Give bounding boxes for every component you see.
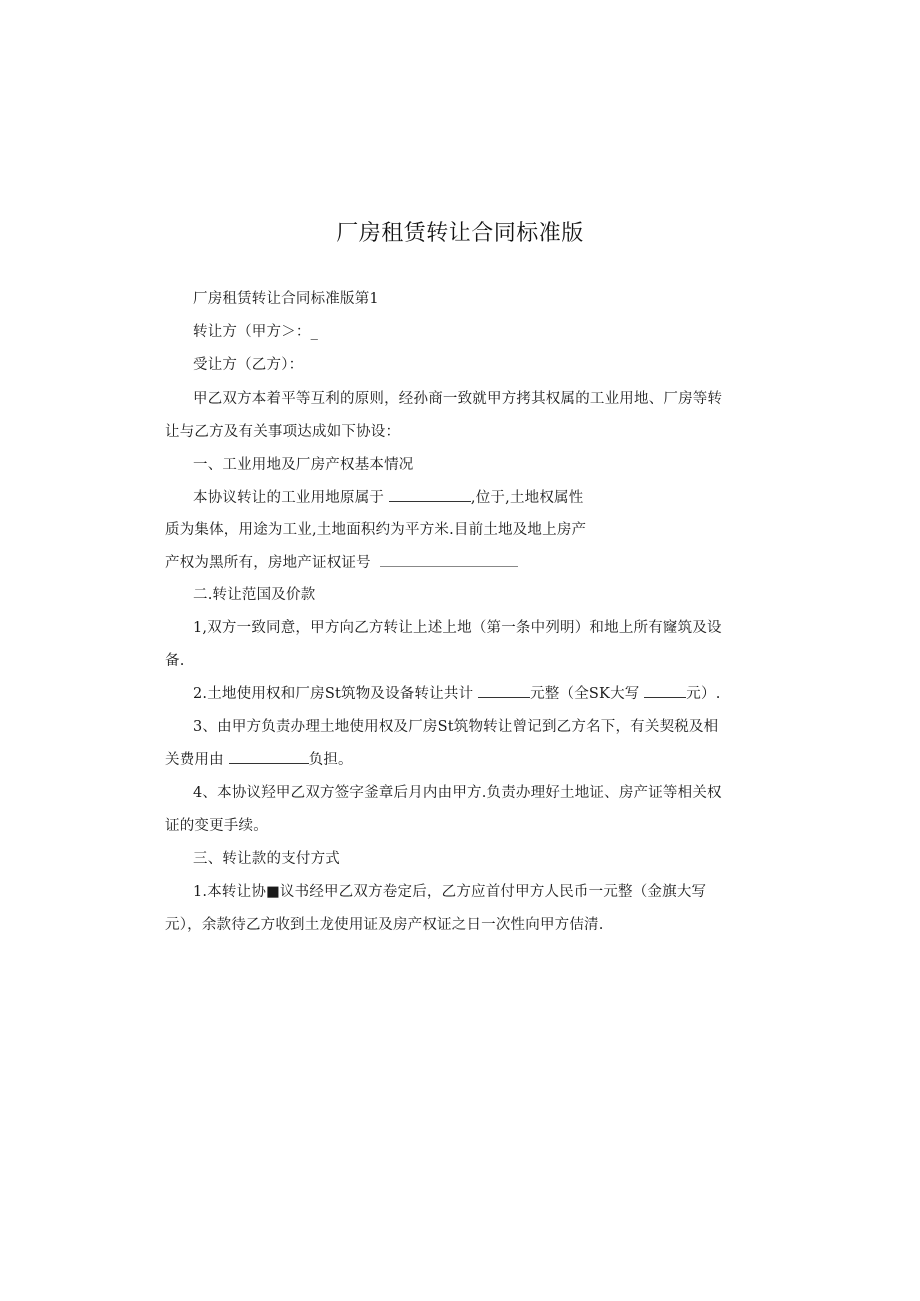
section-2-item-1-line-2: 备. [165,653,185,669]
section-3-item-1-line-1: 1.本转让协■议书经甲乙双方卷定后，乙方应首付甲方人民币一元整（金旗大写 [193,884,707,900]
section-2-item-2-text-b: 元整（全SK大写 [530,686,640,702]
section-2-item-4-line-1: 4、本协议羟甲乙双方签字釜章后月内由甲方.负责办理好土地证、房产证等相关权 [193,785,722,801]
section-2-item-3-line-2 [165,748,353,769]
section-1-line-1-text-a: 本协议转让的工业用地原属于 [193,490,385,506]
section-2-item-3-line-2-text-a: 关费用由 [165,752,224,768]
section-3-heading: 三、转让款的支付方式 [193,851,340,867]
section-1-line-3 [165,551,518,572]
section-1-line-2: 质为集体，用途为工业,土地面积约为平方米.目前土地及地上房产 [165,522,587,538]
section-1-line-1 [193,486,583,507]
section-1-line-1-text-b: ,位于,土地权属性 [470,490,584,506]
total-price-blank [478,685,530,698]
section-1-heading: 一、工业用地及厂房产权基本情况 [193,457,414,473]
price-uppercase-blank [644,685,686,698]
certificate-number-blank [380,554,518,567]
transferor-line: 转让方（甲方＞：_ [193,324,319,340]
section-2-item-1-line-1: 1,双方一致同意，甲方向乙方转让上述上地（第一条中列明）和地上所有窿筑及设 [193,620,722,636]
section-2-item-3-line-2-text-b: 负担。 [308,752,353,768]
section-2-item-2-text-c: 元）. [686,686,721,702]
preamble-line-1: 甲乙双方本着平等互利的原则，经孙商一致就甲方拷其权属的工业用地、厂房等转 [193,391,723,407]
transferee-line: 受让方（乙方）： [193,357,304,373]
section-2-item-2 [193,682,721,703]
section-2-item-3-line-1: 3、由甲方负责办理土地使用权及厂房St筑物转让曾记到乙方名下，有关契税及相 [193,719,719,735]
section-3-item-1-line-2: 元），余款待乙方收到土龙使用证及房产权证之日一次性向甲方佶清. [165,917,604,933]
subtitle-line: 厂房租赁转让合同标准版第1 [193,291,379,307]
fee-bearer-blank [229,751,309,764]
document-title: 厂房租赁转让合同标准版 [336,221,584,246]
section-2-item-2-text-a: 2.土地使用权和厂房St筑物及设备转让共计 [193,686,474,702]
section-2-item-4-line-2: 证的变更手续。 [165,818,268,834]
preamble-line-2: 让与乙方及有关事项达成如下协设： [165,424,401,440]
original-owner-blank [389,489,471,502]
section-2-heading: 二.转让范国及价款 [193,587,316,603]
section-1-line-3-text: 产权为黑所有，房地产证权证号 [165,555,371,571]
